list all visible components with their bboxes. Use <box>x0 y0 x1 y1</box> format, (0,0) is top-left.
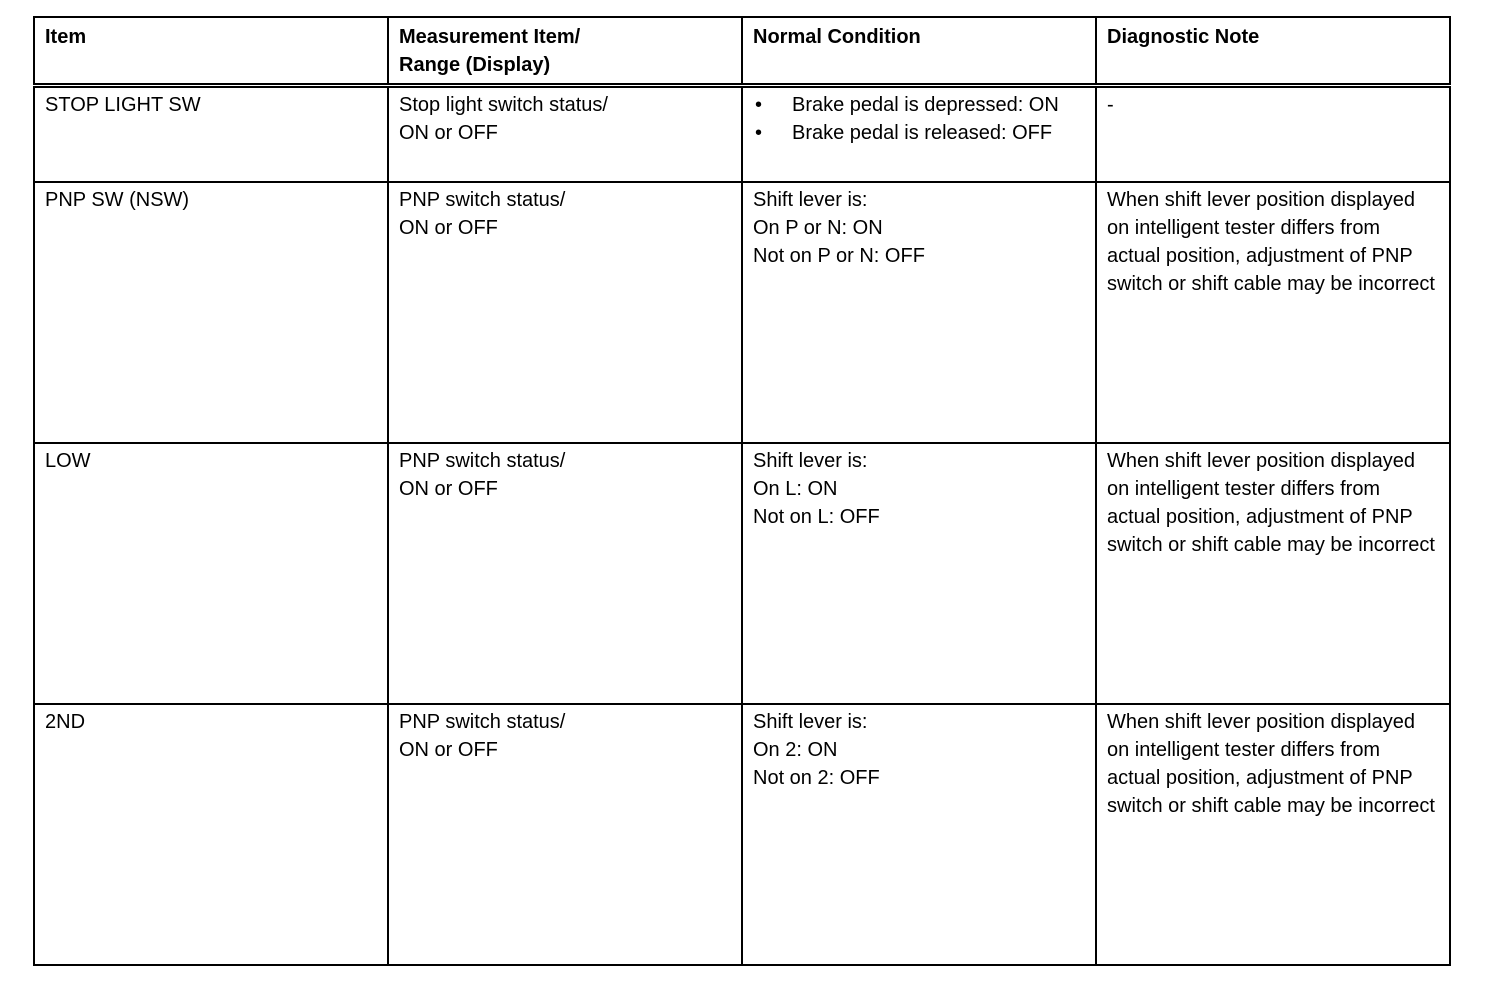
cell-diagnostic-note: When shift lever position displayed on intelligent tester differs from actual position, adjustment of PNP switch or shift cable may be incorrect <box>1096 704 1450 965</box>
measurement-line1: Stop light switch status/ <box>399 94 608 116</box>
cell-measurement <box>388 704 742 965</box>
diagnostic-table <box>33 16 1451 966</box>
cell-item: PNP SW (NSW) <box>34 182 388 443</box>
header-normal-condition: Normal Condition <box>742 17 1096 86</box>
cell-measurement <box>388 182 742 443</box>
cell-item: 2ND <box>34 704 388 965</box>
normal-line3: Not on P or N: OFF <box>753 245 925 267</box>
list-item: • Brake pedal is released: OFF <box>753 119 1085 147</box>
cell-diagnostic-note: When shift lever position displayed on intelligent tester differs from actual position, adjustment of PNP switch or shift cable may be incorrect <box>1096 443 1450 704</box>
header-row <box>34 17 1450 86</box>
table-row <box>34 704 1450 965</box>
cell-diagnostic-note: When shift lever position displayed on intelligent tester differs from actual position, adjustment of PNP switch or shift cable may be incorrect <box>1096 182 1450 443</box>
normal-line2: On 2: ON <box>753 739 838 761</box>
header-measurement <box>388 17 742 86</box>
measurement-line1: PNP switch status/ <box>399 189 566 211</box>
normal-line2: On L: ON <box>753 478 838 500</box>
measurement-line2: ON or OFF <box>399 478 498 500</box>
normal-line1: Shift lever is: <box>753 711 868 733</box>
cell-normal-condition <box>742 182 1096 443</box>
normal-line3: Not on L: OFF <box>753 506 880 528</box>
header-measurement-line1: Measurement Item/ <box>399 26 581 48</box>
header-diagnostic-note: Diagnostic Note <box>1096 17 1450 86</box>
cell-diagnostic-note: - <box>1096 86 1450 183</box>
cell-normal-condition <box>742 704 1096 965</box>
table-row <box>34 443 1450 704</box>
table-row <box>34 182 1450 443</box>
measurement-line2: ON or OFF <box>399 122 498 144</box>
cell-measurement <box>388 443 742 704</box>
list-item: • Brake pedal is depressed: ON <box>753 91 1085 119</box>
header-measurement-line2: Range (Display) <box>399 54 551 76</box>
measurement-line2: ON or OFF <box>399 739 498 761</box>
normal-condition-list <box>753 91 1085 147</box>
cell-normal-condition <box>742 86 1096 183</box>
cell-item: LOW <box>34 443 388 704</box>
normal-line1: Shift lever is: <box>753 450 868 472</box>
normal-line2: On P or N: ON <box>753 217 883 239</box>
normal-line1: Shift lever is: <box>753 189 868 211</box>
table-row <box>34 86 1450 183</box>
measurement-line1: PNP switch status/ <box>399 450 566 472</box>
cell-measurement <box>388 86 742 183</box>
header-item: Item <box>34 17 388 86</box>
cell-normal-condition <box>742 443 1096 704</box>
measurement-line1: PNP switch status/ <box>399 711 566 733</box>
measurement-line2: ON or OFF <box>399 217 498 239</box>
normal-line3: Not on 2: OFF <box>753 767 880 789</box>
cell-item: STOP LIGHT SW <box>34 86 388 183</box>
